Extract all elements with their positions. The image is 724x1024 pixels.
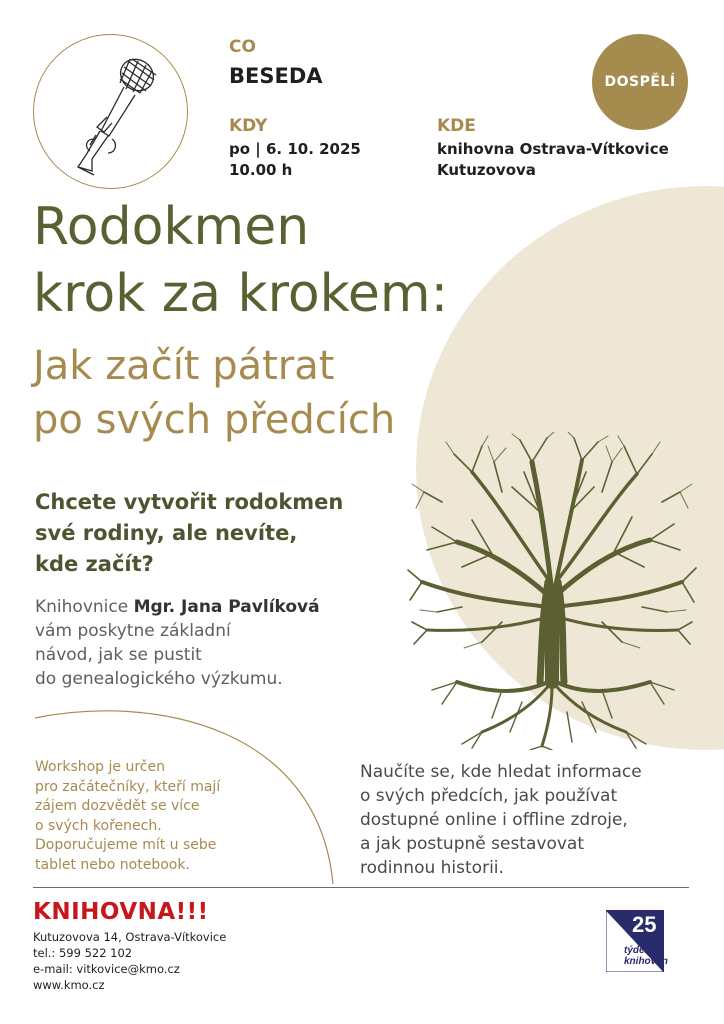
intro-line3: návod, jak se pustit [35, 645, 202, 665]
librarian-name: Mgr. Jana Pavlíková [133, 597, 320, 617]
question-line3: kde začít? [35, 552, 154, 576]
intro-line4: do genealogického výzkumu. [35, 669, 283, 689]
learn-line: a jak postupně sestavovat [360, 834, 584, 854]
note-line: Doporučujeme mít u sebe [35, 837, 217, 853]
note-line: Workshop je určen [35, 759, 165, 775]
learn-line: o svých předcích, jak používat [360, 786, 618, 806]
workshop-note [35, 758, 220, 875]
title-line2: krok za krokem: [33, 264, 449, 324]
audience-badge: DOSPĚLÍ [592, 34, 688, 130]
microphone-badge [33, 34, 188, 189]
note-line: o svých kořenech. [35, 817, 162, 834]
phone: tel.: 599 522 102 [33, 946, 133, 960]
subtitle-line1: Jak začít pátrat [33, 343, 335, 389]
logo-number: 25 [632, 912, 657, 937]
where-line2: Kutuzovova [437, 161, 536, 179]
subtitle-line2: po svých předcích [33, 397, 396, 443]
question-line2: své rodiny, ale nevíte, [35, 521, 298, 545]
website: www.kmo.cz [33, 978, 105, 992]
learn-line: Naučíte se, kde hledat informace [360, 762, 642, 782]
footer-divider [33, 887, 689, 888]
where-line1: knihovna Ostrava-Vítkovice [437, 140, 669, 158]
contact-block [33, 929, 226, 993]
what-label: CO [229, 37, 256, 57]
intro-prefix: Knihovnice [35, 597, 134, 617]
address: Kutuzovova 14, Ostrava-Vítkovice [33, 930, 227, 944]
when-time: 10.00 h [229, 161, 293, 179]
logo-line1: týden [624, 945, 651, 956]
learn-line: rodinnou historii. [360, 858, 504, 878]
learn-paragraph [360, 760, 642, 880]
question-line1: Chcete vytvořit rodokmen [35, 490, 344, 514]
week-of-libraries-logo [606, 910, 668, 972]
when-label: KDY [229, 116, 268, 136]
logo-line2: knihoven [624, 956, 668, 967]
email: e-mail: vitkovice@kmo.cz [33, 962, 180, 976]
tree-icon [402, 432, 702, 750]
library-brand: KNIHOVNA!!! [33, 899, 209, 925]
learn-line: dostupné online i offline zdroje, [360, 810, 628, 830]
microphone-icon [34, 35, 186, 187]
where-label: KDE [437, 116, 476, 136]
what-value: BESEDA [229, 64, 323, 88]
note-line: tablet nebo notebook. [35, 856, 190, 873]
intro-line2: vám poskytne základní [35, 621, 231, 641]
note-line: pro začátečníky, kteří mají [35, 778, 221, 795]
when-date: po | 6. 10. 2025 [229, 140, 361, 158]
logo-text [624, 945, 668, 967]
note-line: zájem dozvědět se více [35, 798, 200, 814]
title-line1: Rodokmen [33, 197, 310, 257]
intro-line1 [35, 595, 320, 619]
